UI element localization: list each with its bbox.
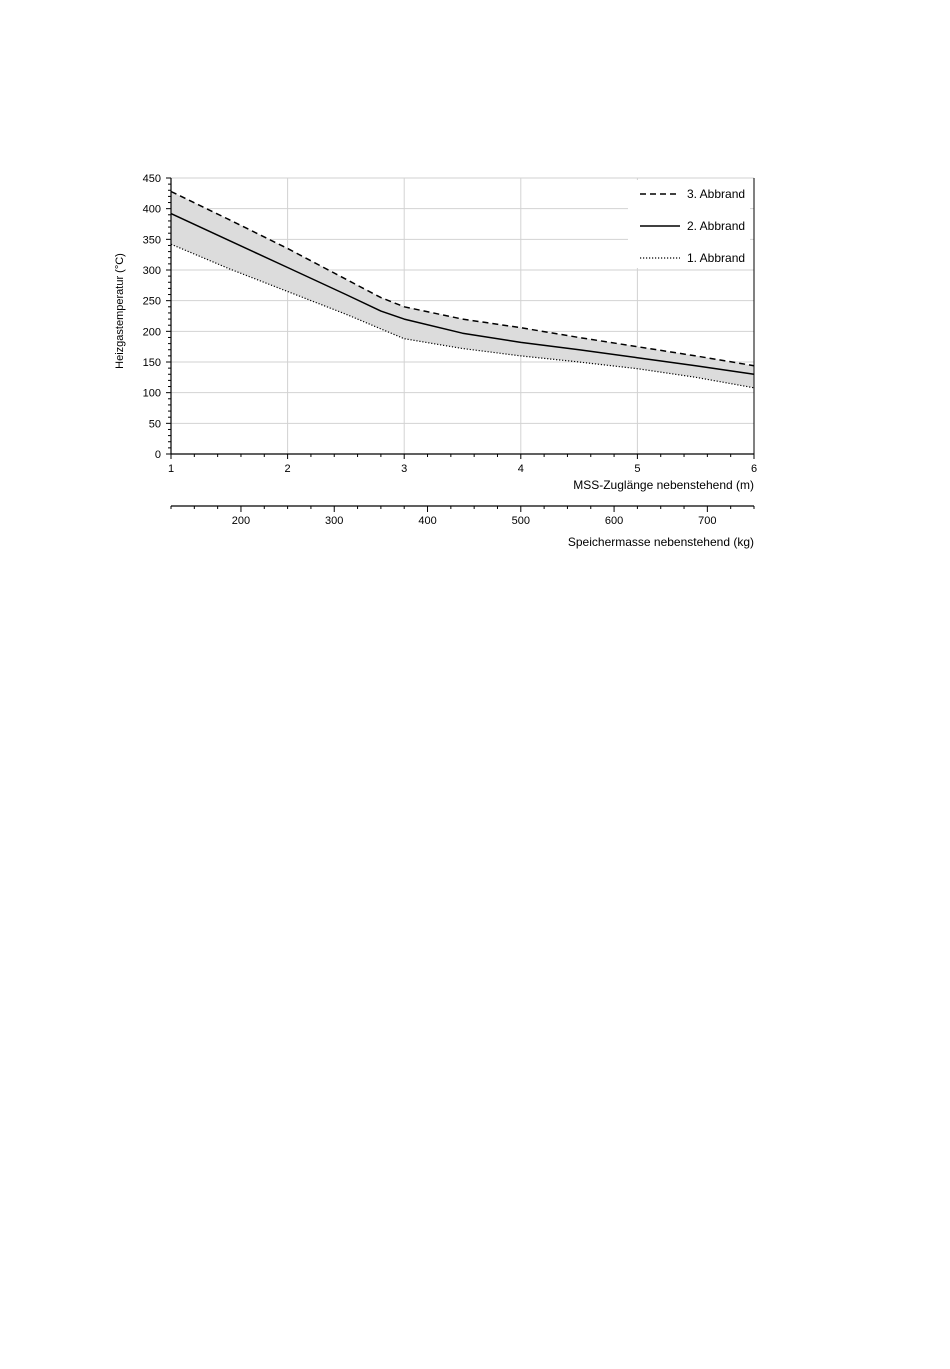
- y-tick-label-0: 0: [154, 449, 161, 461]
- y-axis-label: Heizgastemperatur (°C): [114, 253, 126, 369]
- y-tick-label-400: 400: [142, 203, 161, 216]
- legend-label-3-abbrand: 3. Abbrand: [687, 187, 746, 201]
- y-tick-label-350: 350: [142, 234, 161, 247]
- secondary-tick-label-200: 200: [231, 515, 251, 527]
- x-tick-label-4: 4: [517, 463, 524, 475]
- y-tick-label-450: 450: [142, 173, 161, 185]
- legend: [628, 180, 750, 268]
- x-tick-label-5: 5: [634, 463, 641, 475]
- secondary-tick-label-600: 600: [604, 515, 624, 527]
- y-tick-label-150: 150: [142, 357, 161, 369]
- x-tick-label-2: 2: [284, 463, 291, 475]
- secondary-tick-label-500: 500: [511, 515, 530, 527]
- legend-label-1-abbrand: 1. Abbrand: [687, 251, 746, 265]
- y-tick-label-300: 300: [142, 265, 161, 277]
- y-tick-label-200: 200: [142, 326, 161, 339]
- secondary-tick-label-700: 700: [698, 515, 717, 527]
- secondary-axis-label: Speichermasse nebenstehend (kg): [567, 535, 754, 549]
- secondary-tick-label-400: 400: [418, 515, 437, 527]
- y-tick-label-100: 100: [142, 387, 161, 400]
- x-axis-label: MSS-Zuglänge nebenstehend (m): [573, 478, 754, 492]
- x-tick-label-6: 6: [750, 463, 758, 475]
- x-axis-ticks: [168, 454, 757, 475]
- secondary-tick-label-300: 300: [325, 515, 344, 527]
- x-tick-label-1: 1: [167, 463, 175, 475]
- y-axis-ticks: [143, 173, 171, 461]
- y-tick-label-250: 250: [142, 295, 161, 308]
- legend-label-2-abbrand: 2. Abbrand: [687, 219, 746, 233]
- y-tick-label-50: 50: [148, 418, 161, 431]
- x-tick-label-3: 3: [401, 463, 408, 475]
- secondary-axis: [171, 506, 754, 527]
